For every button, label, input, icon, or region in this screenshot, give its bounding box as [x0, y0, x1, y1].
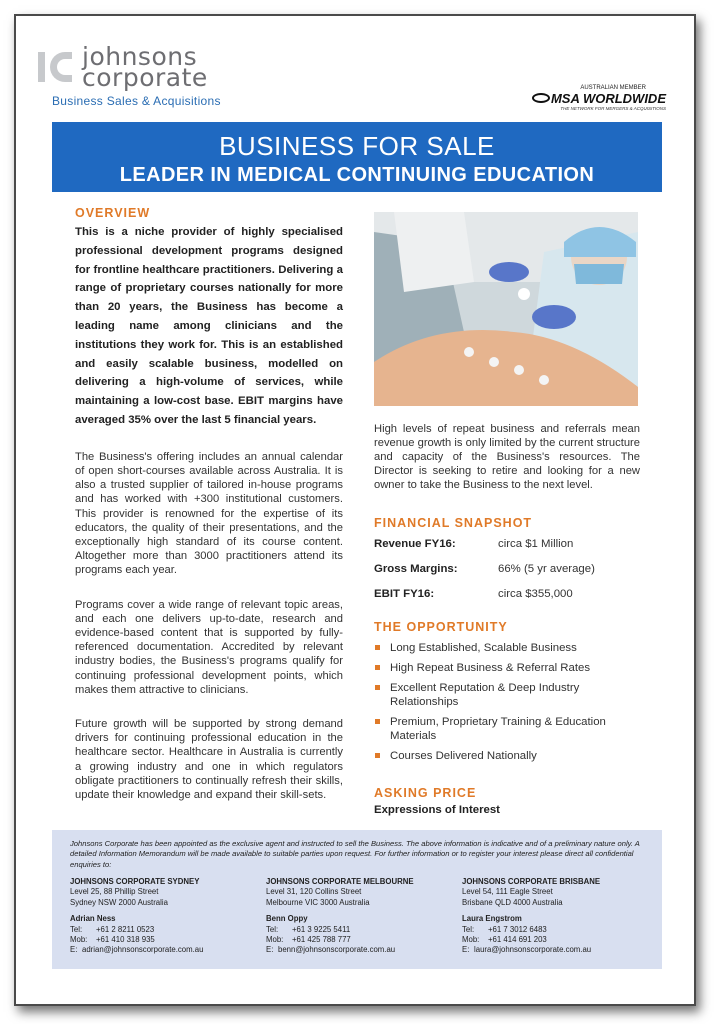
- bullet-icon: [375, 719, 380, 724]
- office-sydney: [70, 877, 260, 956]
- email-link[interactable]: adrian@johnsonscorporate.com.au: [82, 945, 204, 955]
- mob-number[interactable]: +61 425 788 777: [292, 935, 351, 945]
- tel-label: Tel:: [266, 924, 279, 934]
- growth-paragraph: High levels of repeat business and referrals mean revenue growth is only limited by the current structure and capacity of the Business's resources. The Director is seeking to retire and looking for a new owner to take the Business to the next level.: [374, 423, 640, 491]
- financial-heading: FINANCIAL SNAPSHOT: [374, 516, 533, 530]
- financial-value: circa $355,000: [498, 588, 573, 600]
- banner-title: BUSINESS FOR SALE: [219, 131, 495, 161]
- photo-illustration: [374, 212, 638, 406]
- tel-label: Tel:: [70, 924, 83, 934]
- logo-line-1: johnsons: [82, 42, 198, 71]
- list-item: High Repeat Business & Referral Rates: [374, 661, 640, 675]
- email-label: E:: [70, 945, 78, 955]
- opportunity-heading: THE OPPORTUNITY: [374, 620, 508, 634]
- mob-number[interactable]: +61 410 318 935: [96, 935, 155, 945]
- overview-heading: OVERVIEW: [75, 206, 151, 220]
- email-link[interactable]: benn@johnsonscorporate.com.au: [278, 945, 396, 955]
- logo-line-2: corporate: [82, 63, 208, 92]
- financial-snapshot-section: [374, 516, 640, 613]
- disclaimer-text: Johnsons Corporate has been appointed as the exclusive agent and instructed to sell the Business. The above information is indicative and of a preliminary nature only. A detailed Information Memorandum will be made available to suitable parties upon request. For further information or to register your interest please direct all confidential enquiries to:: [70, 839, 640, 869]
- opportunity-list: [374, 641, 640, 763]
- msa-name: MSA WORLDWIDE: [550, 91, 666, 106]
- overview-paragraph-1: The Business's offering includes an annual calendar of open short-courses available across Australia. It is also a trusted supplier of tailored in-house programs and has worked with +300 institutional customers. This provider is renowned for the expertise of its educators, the quality of their presentations, and the exceptionally high standard of its course content. Altogether more than 3000 practitioners attend its programs each year.: [75, 450, 343, 577]
- logo-wordmark: [82, 42, 208, 92]
- opportunity-section: [374, 620, 640, 769]
- banner-subtitle: LEADER IN MEDICAL CONTINUING EDUCATION: [119, 164, 595, 186]
- bullet-icon: [375, 645, 380, 650]
- office-address-1: Level 25, 88 Phillip Street: [70, 887, 159, 897]
- contact-name: Laura Engstrom: [462, 914, 522, 924]
- tel-number[interactable]: +61 2 8211 0523: [96, 924, 155, 934]
- contact-name: Benn Oppy: [266, 914, 308, 924]
- financial-label: EBIT FY16:: [374, 588, 435, 600]
- msa-globe-icon: [532, 93, 550, 103]
- mob-number[interactable]: +61 414 691 203: [488, 935, 547, 945]
- msa-logo: [516, 84, 666, 112]
- financial-row: [374, 588, 640, 613]
- financial-value: 66% (5 yr average): [498, 563, 595, 575]
- tel-label: Tel:: [462, 924, 475, 934]
- office-brisbane: [462, 877, 652, 956]
- contact-name: Adrian Ness: [70, 914, 116, 924]
- mob-label: Mob:: [266, 935, 284, 945]
- list-item: Excellent Reputation & Deep Industry Relationships: [374, 681, 640, 709]
- medical-training-photo: [374, 212, 638, 406]
- financial-label: Revenue FY16:: [374, 538, 456, 550]
- list-item: Premium, Proprietary Training & Education Materials: [374, 715, 640, 743]
- mob-label: Mob:: [70, 935, 88, 945]
- office-address-1: Level 31, 120 Collins Street: [266, 887, 362, 897]
- overview-paragraph-2: Programs cover a wide range of relevant topic areas, and each one delivers up-to-date, research and evidence-based content that is supported by fully-referenced documentation. Accredited by relevant industry bodies, the Business's programs qualify for continuing professional development points, which makes them attractive to clinicians.: [75, 598, 343, 696]
- tel-number[interactable]: +61 3 9225 5411: [292, 924, 351, 934]
- office-address-1: Level 54, 111 Eagle Street: [462, 887, 553, 897]
- email-link[interactable]: laura@johnsonscorporate.com.au: [474, 945, 592, 955]
- office-name: JOHNSONS CORPORATE SYDNEY: [70, 877, 200, 886]
- financial-value: circa $1 Million: [498, 538, 574, 550]
- office-address-2: Melbourne VIC 3000 Australia: [266, 897, 370, 907]
- asking-price-heading: ASKING PRICE: [374, 786, 477, 800]
- asking-price-value: Expressions of Interest: [374, 804, 500, 816]
- mob-label: Mob:: [462, 935, 480, 945]
- bullet-icon: [375, 665, 380, 670]
- msa-tagline: THE NETWORK FOR MERGERS & ACQUISITIONS: [560, 106, 666, 111]
- bullet-icon: [375, 753, 380, 758]
- office-name: JOHNSONS CORPORATE MELBOURNE: [266, 877, 414, 886]
- logo-tagline: Business Sales & Acquisitions: [52, 94, 221, 108]
- contact-footer: [52, 830, 662, 969]
- tel-number[interactable]: +61 7 3012 6483: [488, 924, 547, 934]
- overview-section: [75, 206, 343, 802]
- list-item: Long Established, Scalable Business: [374, 641, 640, 655]
- financial-row: [374, 538, 640, 563]
- office-name: JOHNSONS CORPORATE BRISBANE: [462, 877, 601, 886]
- overview-lead: This is a niche provider of highly specialised professional development programs designed for frontline healthcare practitioners. Delivering a range of proprietary courses nationally for more than 20 years, the Business has become a leading name among clinicians and the institutions they work for. This is an established and easily scalable business, modelled on delivering a high-volume of services, while maintaining a low-cost base. EBIT margins have averaged 35% over the last 5 financial years.: [75, 226, 343, 426]
- office-melbourne: [266, 877, 456, 956]
- overview-paragraph-3: Future growth will be supported by strong demand drivers for continuing professional education in the healthcare sector. Healthcare in Australia is currently a growing industry and one in which regulators obligate practitioners to continually refresh their skills, update their knowledge and expand their skill-sets.: [75, 718, 343, 802]
- office-address-2: Brisbane QLD 4000 Australia: [462, 897, 563, 907]
- financial-label: Gross Margins:: [374, 563, 458, 575]
- asking-price-section: [374, 786, 640, 816]
- email-label: E:: [266, 945, 274, 955]
- list-item: Courses Delivered Nationally: [374, 749, 640, 763]
- email-label: E:: [462, 945, 470, 955]
- title-banner: [52, 122, 662, 192]
- msa-member-label: AUSTRALIAN MEMBER: [580, 85, 646, 91]
- bullet-icon: [375, 685, 380, 690]
- office-address-2: Sydney NSW 2000 Australia: [70, 897, 168, 907]
- financial-row: [374, 563, 640, 588]
- logo-monogram-icon: [38, 52, 72, 82]
